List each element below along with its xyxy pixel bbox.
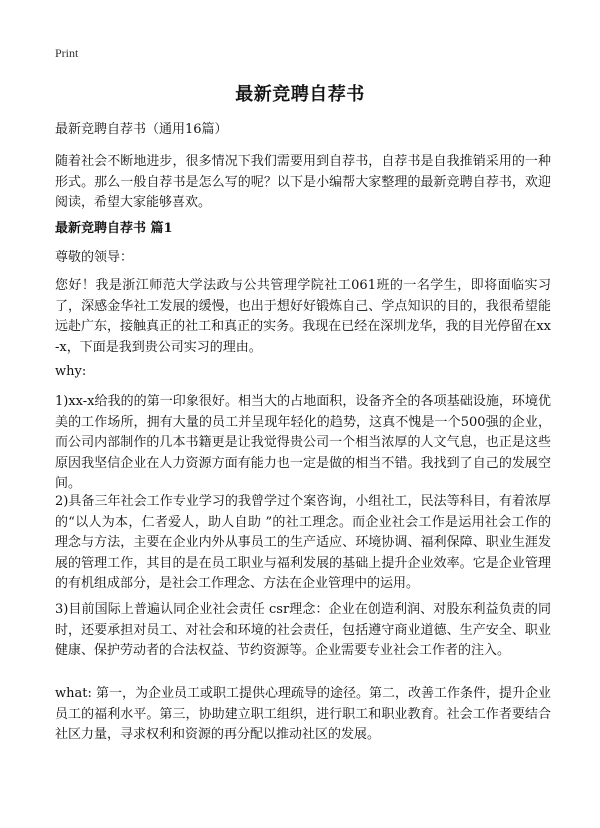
intro-paragraph: 随着社会不断地进步，很多情况下我们需要用到自荐书，自荐书是自我推销采用的一种形式。那么一般自荐书是怎么写的呢？以下是小编帮大家整理的最新竞聘自荐书，欢迎阅读，希望大家能够喜欢。 — [55, 154, 551, 210]
document-title: 最新竞聘自荐书 — [235, 84, 365, 105]
salutation: 尊敬的领导： — [55, 250, 134, 265]
print-label: Print — [55, 46, 79, 60]
document-subtitle: 最新竞聘自荐书（通用16篇） — [55, 122, 228, 137]
greeting-paragraph: 您好！我是浙江师范大学法政与公共管理学院社工061班的一名学生，即将面临实习了，深感金华社工发展的缓慢，也出于想好好锻炼自己、学点知识的目的，我很希望能远赴广东，接触真正的社工和真正的实务。我现在已经在深圳龙华，我的目光停留在xx-x，下面是我到贵公司实习的理由。 — [55, 278, 551, 355]
reason-1-paragraph: 1)xx-x给我的的第一印象很好。相当大的占地面积，设备齐全的各项基础设施，环境优美的工作场所，拥有大量的员工并呈现年轻化的趋势，这真不愧是一个500强的企业，而公司内部制作的几本书籍更是让我觉得贵公司一个相当浓厚的人文气息，也正是这些原因我坚信企业在人力资源方面有能力也一定是做的相当不错。我找到了自己的发展空间。 — [55, 394, 551, 491]
why-label: why: — [55, 364, 87, 379]
section-heading: 最新竞聘自荐书 篇1 — [55, 221, 173, 236]
what-paragraph: what: 第一，为企业员工或职工提供心理疏导的途径。第二，改善工作条件，提升企业员工的福利水平。第三，协助建立职工组织，进行职工和职业教育。社会工作者要结合社区力量，寻求权利和资源的再分配以推动社区的发展。 — [55, 686, 551, 742]
reason-2-paragraph: 2)具备三年社会工作专业学习的我曾学过个案咨询，小组社工，民法等科目，有着浓厚的“以人为本，仁者爱人，助人自助 ”的社工理念。而企业社会工作是运用社会工作的理念与方法，主要在企业内外从事员工的生产适应、环境协调、福利保障、职业生涯发展的管理工作，其目的是在员工职业与福利发展的基础上提升企业效率。它是企业管理的有机组成部分，是社会工作理念、方法在企业管理中的运用。 — [55, 494, 551, 591]
reason-3-paragraph: 3)目前国际上普遍认同企业社会责任 csr理念：企业在创造利润、对股东利益负责的同时，还要承担对员工、对社会和环境的社会责任，包括遵守商业道德、生产安全、职业健康、保护劳动者的合法权益、节约资源等。企业需要专业社会工作者的注入。 — [55, 602, 551, 658]
